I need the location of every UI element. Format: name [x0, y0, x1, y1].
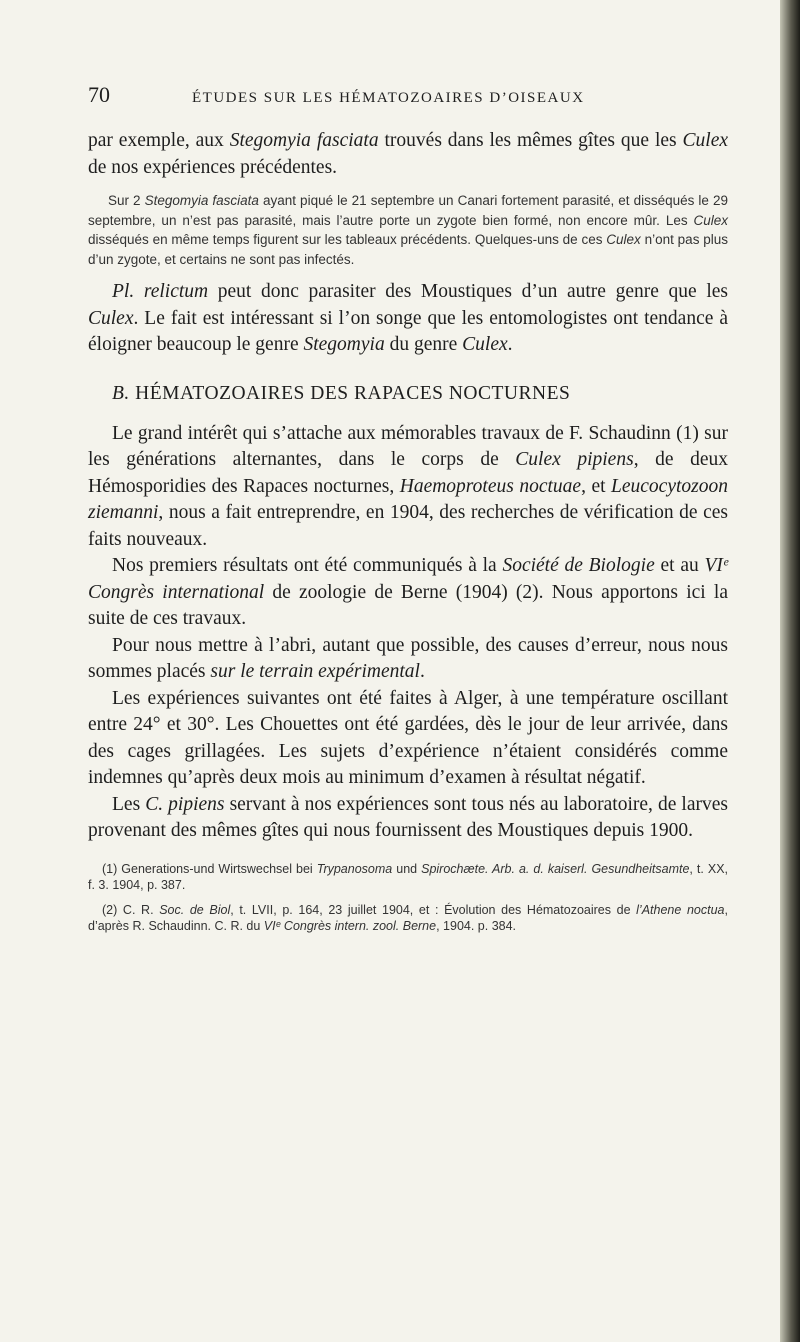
- page-content: [88, 128, 728, 934]
- footnote-1: (1) Generations-und Wirtswechsel bei Trypanosoma und Spirochæte. Arb. a. d. kaiserl. Gesundheitsamte, t. XX, f. 3. 1904, p. 387.: [88, 861, 729, 892]
- footnote-2: (2) C. R. Soc. de Biol, t. LVII, p. 164, 23 juillet 1904, et : Évolution des Hématozoaires de l’Athene noctua, d’après R. Schaudinn. C. R. du VIᵉ Congrès intern. zool. Berne, 1904. p. 384.: [88, 902, 728, 933]
- experiment-note: Sur 2 Stegomyia fasciata ayant piqué le 21 septembre un Canari fortement parasité, et disséqués le 29 septembre, un n’est pas parasité, mais l’autre porte un zygote bien formé, non encore mûr. Les Culex disséqués en même temps figurent sur les tableaux précédents. Quelques-uns de ces Culex n’ont pas plus d’un zygote, et certains ne sont pas infectés.: [88, 193, 728, 267]
- paragraph-schaudinn: Le grand intérêt qui s’attache aux mémorables travaux de F. Schaudinn (1) sur les générations alternantes, dans le corps de Culex pipiens, de deux Hémosporidies des Rapaces nocturnes, Haemoproteus noctuae, et Leucocytozoon ziemanni, nous a fait entreprendre, en 1904, des recherches de vérification de ces faits nouveaux.: [88, 422, 729, 550]
- running-head: ÉTUDES SUR LES HÉMATOZOAIRES D’OISEAUX: [192, 90, 585, 106]
- paragraph-conditions: Les expériences suivantes ont été faites à Alger, à une température oscillant entre 24° et 30°. Les Chouettes ont été gardées, dès le jour de leur arrivée, dans des cages grillagées. Les sujets d’expérience n’étaient considérés comme indemnes qu’après deux mois au minimum d’examen à résultat négatif.: [88, 687, 728, 788]
- section-heading: B. HÉMATOZOAIRES DES RAPACES NOCTURNES: [112, 382, 571, 404]
- paragraph-continuation: par exemple, aux Stegomyia fasciata trouvés dans les mêmes gîtes que les Culex de nos expériences précédentes.: [88, 130, 728, 178]
- page-number: 70: [88, 82, 110, 107]
- paragraph-mosquitoes: Les C. pipiens servant à nos expériences sont tous nés au laboratoire, de larves provenant des mêmes gîtes qui nous fournissent des Moustiques depuis 1900.: [88, 793, 728, 841]
- footnotes: [88, 861, 728, 934]
- paragraph-relictum: Pl. relictum peut donc parasiter des Moustiques d’un autre genre que les Culex. Le fait est intéressant si l’on songe que les entomologistes ont tendance à éloigner beaucoup le genre Stegomyia du genre Culex.: [88, 281, 728, 355]
- page-spine-shadow: [780, 0, 800, 1342]
- page-header: [88, 82, 728, 112]
- paragraph-method: Pour nous mettre à l’abri, autant que possible, des causes d’erreur, nous nous sommes placés sur le terrain expérimental.: [88, 634, 728, 682]
- paragraph-results: Nos premiers résultats ont été communiqués à la Société de Biologie et au VIᵉ Congrès international de zoologie de Berne (1904) (2). Nous apportons ici la suite de ces travaux.: [88, 555, 729, 629]
